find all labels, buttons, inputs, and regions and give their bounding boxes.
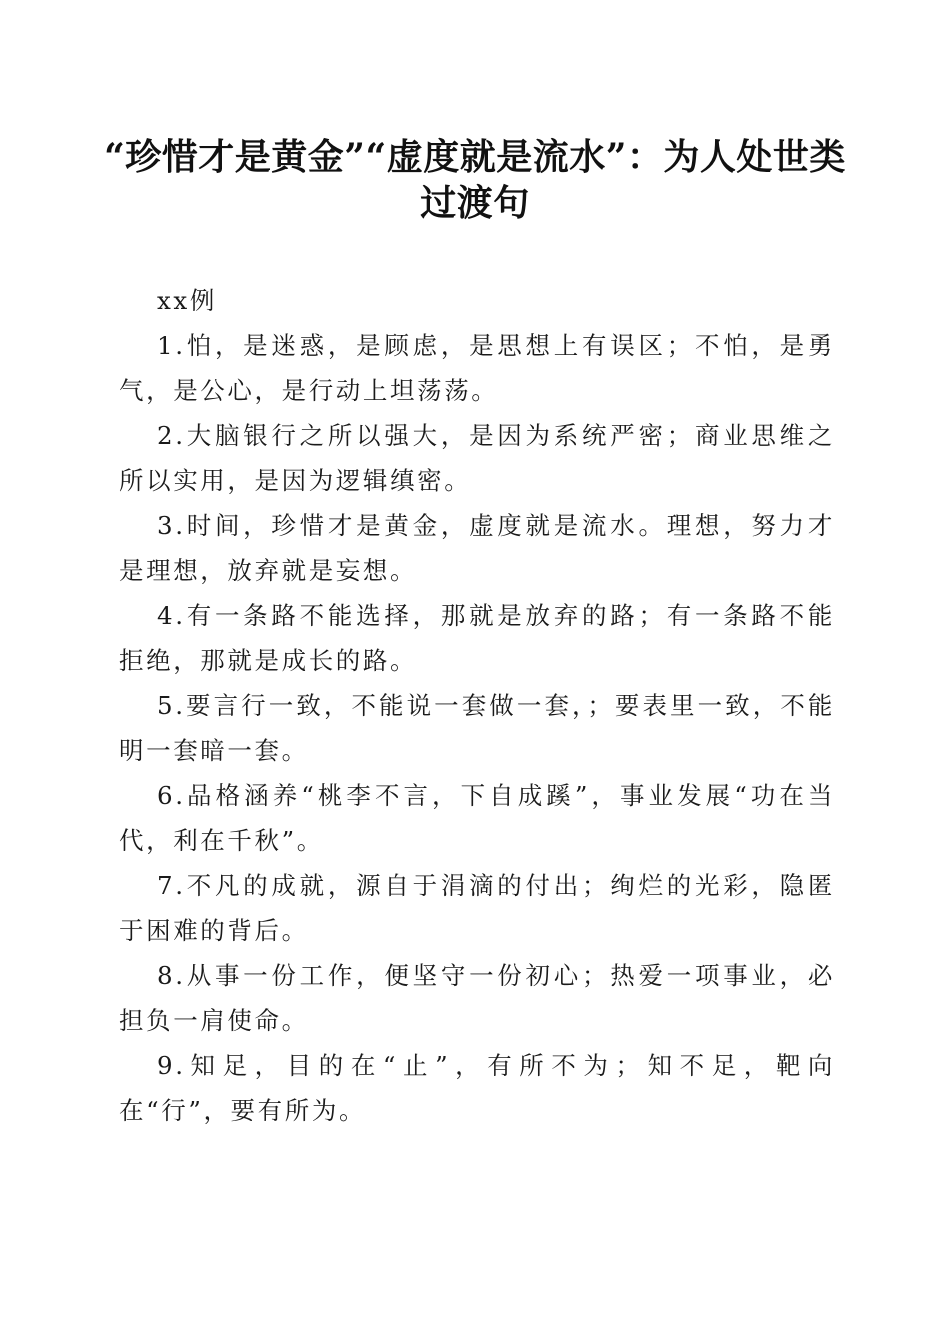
list-item: 9.知足，目的在“止”，有所不为；知不足，靶向在“行”，要有所为。 <box>119 1051 835 1125</box>
list-item: 6.品格涵养“桃李不言，下自成蹊”，事业发展“功在当代，利在千秋”。 <box>119 781 835 855</box>
list-item: 5.要言行一致，不能说一套做一套，；要表里一致，不能明一套暗一套。 <box>119 691 835 765</box>
list-item: 7.不凡的成就，源自于涓滴的付出；绚烂的光彩，隐匿于困难的背后。 <box>119 871 835 945</box>
document-title: “珍惜才是黄金”“虚度就是流水”：为人处世类过渡句 <box>104 136 846 224</box>
list-item: 2.大脑银行之所以强大，是因为系统严密；商业思维之所以实用，是因为逻辑缜密。 <box>119 421 835 495</box>
list-item: 8.从事一份工作，便坚守一份初心；热爱一项事业，必担负一肩使命。 <box>119 961 835 1035</box>
list-item: 3.时间，珍惜才是黄金，虚度就是流水。理想，努力才是理想，放弃就是妄想。 <box>119 511 835 585</box>
document-body <box>119 278 835 1133</box>
intro-paragraph: xx例 <box>157 286 217 315</box>
list-item: 1.怕，是迷惑，是顾虑，是思想上有误区；不怕，是勇气，是公心，是行动上坦荡荡。 <box>119 331 835 405</box>
list-item: 4.有一条路不能选择，那就是放弃的路；有一条路不能拒绝，那就是成长的路。 <box>119 601 835 675</box>
